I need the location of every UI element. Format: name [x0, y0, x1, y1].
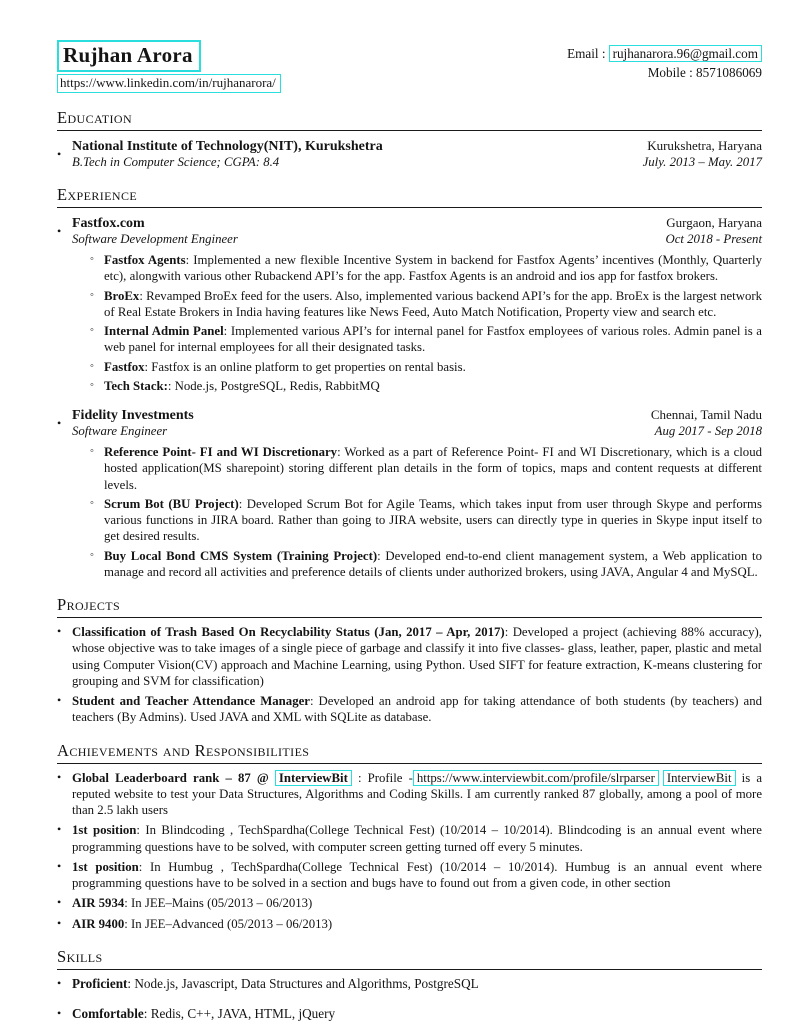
circle-icon: ◦ [90, 324, 94, 336]
projects-list [57, 624, 762, 726]
list-item [57, 1006, 762, 1023]
bullet-text: : Revamped BroEx feed for the users. Also, implemented various backend API’s for the app. BroEx is the largest network of Real Estate Brokers in India having features like News Feed, Auto Match Notification, Property view and search etc. [104, 288, 762, 319]
bullet-label: Fastfox Agents [104, 253, 186, 267]
achievement-label: AIR 5934 [72, 896, 125, 911]
achievement-text: : In JEE–Advanced (05/2013 – 06/2013) [124, 916, 333, 931]
section-education [57, 108, 762, 170]
skills-section-title: Skills [57, 947, 762, 970]
experience-bullets-fastfox [90, 252, 762, 394]
bullet-icon: • [57, 858, 62, 873]
linkedin-link[interactable] [57, 74, 281, 93]
job-title: Software Engineer [72, 424, 168, 438]
achievement-text: : In JEE–Mains (05/2013 – 06/2013) [124, 896, 313, 911]
achievement-text: : In Blindcoding , TechSpardha(College Technical Fest) (10/2014 – 10/2014). Blindcoding is an annual event where programming questions have to be solved, with computer screen getting turned off every 5 minutes. [72, 823, 762, 854]
list-item [57, 693, 762, 726]
degree: B.Tech in Computer Science; CGPA: 8.4 [72, 155, 280, 169]
company-name: Fastfox.com [72, 216, 145, 231]
list-item [90, 548, 762, 581]
achievement-text: : In Humbug , TechSpardha(College Technical Fest) (10/2014 – 10/2014). Humbug is an annual event where programming questions have to be solved in a section and bugs have to found out from a given code, in other section [72, 859, 762, 890]
mobile-number: Mobile : 8571086069 [647, 65, 762, 80]
bullet-icon: • [57, 975, 62, 990]
projects-section-title: Projects [57, 595, 762, 618]
bullet-text: : Worked as a part of Reference Point- FI and WI Discretionary, which is a cloud hosted application(MS sharepoint) storing different plan details in the form of topics, maps and content requests at different levels. [104, 445, 762, 492]
interviewbit-link[interactable]: InterviewBit [275, 770, 352, 786]
bullet-text: : Developed end-to-end client management system, a Web application to manage and record all activities and preference details of clients under authorized brokers, using JAVA, Angular 4 and MySQL. [104, 548, 762, 579]
list-item [57, 916, 762, 932]
list-item [90, 496, 762, 545]
bullet-icon: • [57, 895, 62, 910]
skill-label: Proficient [72, 975, 128, 991]
bullet-text: : Node.js, PostgreSQL, Redis, RabbitMQ [167, 378, 380, 393]
bullet-icon: • [57, 415, 62, 430]
circle-icon: ◦ [90, 288, 94, 301]
bullet-icon: • [57, 146, 62, 161]
circle-icon: ◦ [90, 253, 94, 265]
bullet-label: BroEx [104, 288, 140, 303]
skill-label: Comfortable [72, 1005, 144, 1021]
circle-icon: ◦ [90, 445, 94, 457]
list-item [90, 252, 762, 285]
project-text: : Developed a project (achieving 88% accuracy), whose objective was to take images of a single piece of garbage and classify it into five classes- glass, leather, paper, plastic and metal using Computer Vision(CV) approach and Machine Learning, using Python. Used SIFT for feature extraction, K-means clustering for grouping and SVM for classification) [72, 625, 762, 688]
company-location: Gurgaon, Haryana [666, 215, 762, 230]
bullet-icon: • [57, 822, 62, 837]
list-item [90, 323, 762, 356]
bullet-icon: • [57, 915, 62, 930]
experience-section-title: Experience [57, 185, 762, 208]
bullet-icon: • [57, 769, 62, 784]
bullet-text: : Developed Scrum Bot for Agile Teams, which takes input from user through Skype and performs various functions in JIRA board. Rather than going to JIRA website, users can directly type in queries in Skype input itself to get desired results. [104, 496, 762, 544]
list-item [57, 822, 762, 855]
experience-bullets-fidelity [90, 444, 762, 580]
section-projects [57, 595, 762, 726]
company-name: Fidelity Investments [72, 408, 194, 423]
project-text: : Developed an android app for taking attendance of both students (by teachers) and teachers (By Admins). Used JAVA and XML with SQLite as database. [72, 694, 762, 725]
experience-entry-fidelity [57, 407, 762, 439]
header-contact [567, 40, 762, 82]
linkedin-url-text: https://www.linkedin.com/in/rujhanarora/ [60, 75, 276, 90]
job-dates: Aug 2017 - Sep 2018 [654, 424, 762, 438]
education-section-title: Education [57, 108, 762, 131]
school-name: National Institute of Technology(NIT), Kurukshetra [72, 139, 383, 154]
candidate-name-link[interactable] [57, 40, 201, 72]
achievement-label: 1st position [72, 823, 137, 838]
bullet-icon: • [57, 624, 62, 638]
job-dates: Oct 2018 - Present [665, 232, 762, 246]
circle-icon: ◦ [90, 359, 94, 372]
achievement-label: AIR 9400 [72, 916, 125, 931]
bullet-text: : Implemented various API’s for internal panel for Fastfox employees of various roles. Admin panel is a web panel for internal employees for all their designated tasks. [104, 324, 762, 355]
skills-list [57, 976, 762, 1023]
circle-icon: ◦ [90, 378, 94, 391]
bullet-label: Scrum Bot (BU Project) [104, 496, 239, 511]
circle-icon: ◦ [90, 496, 94, 509]
section-skills [57, 947, 762, 1023]
section-achievements [57, 741, 762, 932]
experience-entry-fastfox [57, 215, 762, 247]
list-item [90, 378, 762, 394]
profile-url-link[interactable]: https://www.interviewbit.com/profile/slrparser [413, 770, 659, 786]
bullet-label: Buy Local Bond CMS System (Training Project) [104, 548, 378, 563]
bullet-label: Reference Point- FI and WI Discretionary [104, 445, 338, 459]
company-location: Chennai, Tamil Nadu [650, 407, 762, 422]
list-item [57, 770, 762, 819]
bullet-icon: • [57, 1005, 62, 1020]
achievements-section-title: Achievements and Responsibilities [57, 741, 762, 764]
bullet-icon: • [57, 693, 62, 707]
resume-header [57, 40, 762, 93]
project-title: Classification of Trash Based On Recyclability Status (Jan, 2017 – Apr, 2017) [72, 625, 505, 639]
list-item [57, 895, 762, 911]
education-entry [57, 138, 762, 170]
education-dates: July. 2013 – May. 2017 [642, 155, 762, 169]
email-link[interactable]: rujhanarora.96@gmail.com [609, 45, 762, 62]
section-experience [57, 185, 762, 580]
bullet-label: Internal Admin Panel [104, 324, 224, 338]
experience-entry-head [72, 407, 762, 439]
bullet-text: : Implemented a new flexible Incentive System in backend for Fastfox Agents’ incentives (Monthly, Quarterly etc), alongwith various other Rubackend API’s for the app. Fastfox Agents is an android and ios app for fastfox brokers. [104, 253, 763, 284]
achievements-list [57, 770, 762, 932]
email-line [567, 44, 762, 63]
bullet-label: Tech Stack: [104, 378, 168, 393]
candidate-name: Rujhan Arora [63, 43, 193, 67]
bullet-icon: • [57, 223, 62, 238]
skill-text: : Node.js, Javascript, Data Structures and Algorithms, PostgreSQL [127, 975, 479, 991]
interviewbit-link-2[interactable]: InterviewBit [663, 770, 736, 786]
achievement-lead: Global Leaderboard rank – 87 @ [72, 770, 275, 785]
list-item [90, 288, 762, 321]
experience-entry-head [72, 215, 762, 247]
list-item [57, 624, 762, 689]
education-entry-head [72, 138, 762, 170]
bullet-label: Fastfox [104, 359, 145, 374]
job-title: Software Development Engineer [72, 232, 238, 246]
school-location: Kurukshetra, Haryana [647, 138, 762, 153]
list-item [57, 976, 762, 993]
bullet-text: : Fastfox is an online platform to get properties on rental basis. [144, 359, 466, 374]
achievement-label: 1st position [72, 859, 139, 874]
list-item [90, 444, 762, 493]
achievement-sep: : Profile - [351, 770, 413, 785]
skill-text: : Redis, C++, JAVA, HTML, jQuery [143, 1005, 336, 1021]
project-title: Student and Teacher Attendance Manager [72, 694, 310, 708]
achievement-rest: is a reputed website to test your Data Structures, Algorithms and Coding Skills. I am currently ranked 87 globally, among a pool of more than 2.5 lakh users [72, 770, 762, 817]
list-item [90, 359, 762, 375]
header-left [57, 40, 281, 93]
list-item [57, 859, 762, 892]
email-label: Email : [567, 46, 606, 61]
circle-icon: ◦ [90, 548, 94, 561]
